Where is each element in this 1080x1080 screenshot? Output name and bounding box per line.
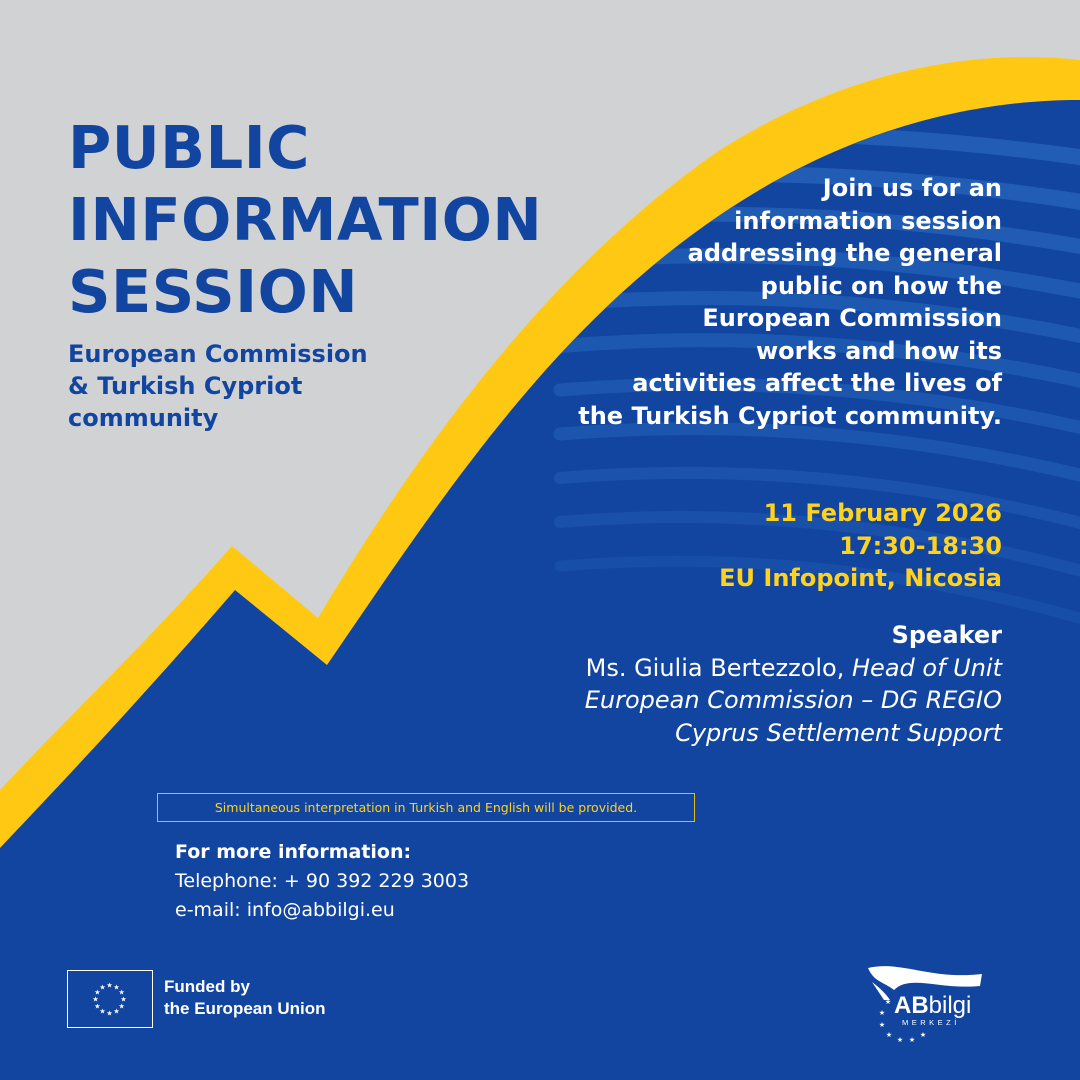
svg-text:★: ★: [106, 1009, 113, 1018]
svg-text:★: ★: [106, 981, 113, 990]
event-details: [719, 497, 1002, 595]
contact-block: [175, 838, 469, 925]
svg-text:★: ★: [113, 983, 120, 992]
subtitle-line: European Commission: [68, 340, 368, 368]
title-line: SESSION: [68, 257, 359, 326]
subtitle: [68, 338, 368, 434]
svg-text:★: ★: [884, 998, 892, 1006]
intro-line: activities affect the lives of: [632, 369, 1002, 397]
speaker-role: Head of Unit: [852, 653, 1002, 682]
svg-text:★: ★: [99, 1007, 106, 1016]
svg-text:★: ★: [94, 1002, 101, 1011]
abbilgi-logo: [860, 960, 990, 1050]
contact-telephone[interactable]: Telephone: + 90 392 229 3003: [175, 870, 470, 892]
subtitle-line: & Turkish Cypriot: [68, 372, 303, 400]
svg-text:★: ★: [118, 1002, 125, 1011]
svg-text:★: ★: [908, 1036, 916, 1044]
funding-line1: Funded by: [164, 977, 250, 996]
speaker-name-line: [585, 652, 1002, 685]
svg-text:★: ★: [896, 1036, 904, 1044]
intro-line: works and how its: [756, 336, 1002, 365]
svg-text:★: ★: [94, 988, 101, 997]
speaker-org-line2: Cyprus Settlement Support: [675, 718, 1002, 747]
eu-flag-icon: [67, 970, 153, 1028]
intro-line: European Commission: [702, 304, 1002, 332]
svg-text:★: ★: [120, 995, 127, 1004]
contact-email[interactable]: e-mail: info@abbilgi.eu: [175, 899, 395, 921]
event-date: 11 February 2026: [763, 499, 1002, 527]
logo-wordmark: [894, 992, 971, 1020]
event-time: 17:30-18:30: [839, 531, 1002, 560]
speaker-org-line1: European Commission – DG REGIO: [584, 686, 1002, 714]
logo-subtext: MERKEZİ: [902, 1018, 960, 1027]
title-line: PUBLIC: [68, 113, 310, 182]
svg-text:★: ★: [878, 1009, 886, 1017]
svg-text:★: ★: [113, 1007, 120, 1016]
page-title: [68, 112, 542, 328]
intro-line: the Turkish Cypriot community.: [578, 401, 1002, 430]
svg-text:★: ★: [118, 988, 125, 997]
svg-text:★: ★: [92, 995, 99, 1004]
intro-line: addressing the general: [687, 239, 1002, 267]
svg-text:★: ★: [919, 1031, 927, 1039]
subtitle-line: community: [68, 404, 219, 432]
intro-line: Join us for an: [822, 174, 1002, 202]
logo-main-bold: AB: [894, 992, 929, 1019]
logo-main-light: bilgi: [928, 992, 972, 1019]
intro-paragraph: [522, 172, 1002, 432]
speaker-name: Ms. Giulia Bertezzolo,: [585, 653, 845, 682]
event-location: EU Infopoint, Nicosia: [719, 564, 1002, 592]
speaker-heading: Speaker: [891, 621, 1002, 649]
intro-line: public on how the: [760, 271, 1002, 300]
speaker-block: [585, 619, 1002, 749]
funding-statement: [164, 976, 326, 1020]
contact-heading: For more information:: [175, 841, 412, 863]
eu-stars-icon: [68, 971, 151, 1026]
svg-text:★: ★: [878, 1021, 886, 1029]
svg-text:★: ★: [99, 983, 106, 992]
title-line: INFORMATION: [68, 185, 543, 254]
funding-line2: the European Union: [164, 999, 326, 1018]
interpretation-notice: Simultaneous interpretation in Turkish and English will be provided.: [157, 793, 695, 822]
intro-line: information session: [734, 206, 1002, 235]
svg-text:★: ★: [885, 1031, 893, 1039]
